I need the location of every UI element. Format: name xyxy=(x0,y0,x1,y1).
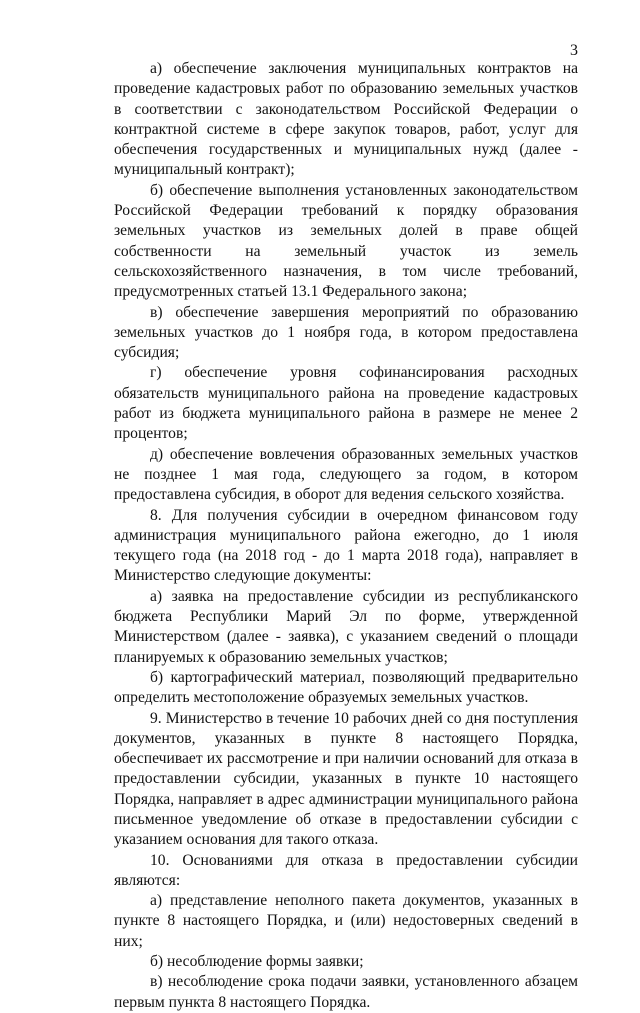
paragraph-item-g-cofinancing: г) обеспечение уровня софинансирования расходных обязательств муниципального района на проведение кадастровых работ из бюджета муниципального района в размере не менее 2 процентов; xyxy=(114,364,578,443)
paragraph-section-8: 8. Для получения субсидии в очередном финансовом году администрация муниципального района ежегодно, до 1 июля текущего года (на 2018 год - до 1 марта 2018 года), направляет в Министерство следующие документы: xyxy=(114,506,578,585)
paragraph-item-v-completion: в) обеспечение завершения мероприятий по образованию земельных участков до 1 ноября года, в котором предоставлена субсидия; xyxy=(114,303,578,362)
page-number: 3 xyxy=(570,42,578,59)
paragraph-section-9: 9. Министерство в течение 10 рабочих дней со дня поступления документов, указанных в пункте 8 настоящего Порядка, обеспечивает их рассмотрение и при наличии оснований для отказа в предоставлении субсидии, указанных в пункте 10 настоящего Порядка, направляет в адрес администрации муниципального района письменное уведомление об отказе в предоставлении субсидии с указанием основания для такого отказа. xyxy=(114,709,578,849)
paragraph-section-10: 10. Основаниями для отказа в предоставлении субсидии являются: xyxy=(114,851,578,889)
paragraph-section-10-item-a: а) представление неполного пакета документов, указанных в пункте 8 настоящего Порядка, и (или) недостоверных сведений в них; xyxy=(114,892,578,950)
paragraph-section-8-item-b: б) картографический материал, позволяющий предварительно определить местоположение образуемых земельных участков. xyxy=(114,668,578,707)
paragraph-item-d-involvement: д) обеспечение вовлечения образованных земельных участков не позднее 1 мая года, следующего за годом, в котором предоставлена субсидия, в оборот для ведения сельского хозяйства. xyxy=(114,445,578,504)
paragraph-section-8-item-a: а) заявка на предоставление субсидии из республиканского бюджета Республики Марий Эл по форме, утвержденной Министерством (далее - заявка), с указанием сведений о площади планируемых к образованию земельных участков; xyxy=(114,587,578,666)
paragraph-section-10-item-b: б) несоблюдение формы заявки; xyxy=(150,953,364,971)
paragraph-item-b-requirements: б) обеспечение выполнения установленных законодательством Российской Федерации требований к порядку образования земельных участков из земельных долей в праве общей собственности на земельный участок из земель сельскохозяйственного назначения, в том числе требований, предусмотренных статьей 13.1 Федерального закона; xyxy=(114,181,578,301)
paragraph-item-a-contracts: а) обеспечение заключения муниципальных контрактов на проведение кадастровых работ по образованию земельных участков в соответствии с законодательством Российской Федерации о контрактной системе в сфере закупок товаров, работ, услуг для обеспечения государственных и муниципальных нужд (далее - муниципальный контракт); xyxy=(114,60,578,179)
paragraph-section-10-item-v: в) несоблюдение срока подачи заявки, установленного абзацем первым пункта 8 настоящего Порядка. xyxy=(114,973,578,1011)
document-body xyxy=(114,59,578,1013)
